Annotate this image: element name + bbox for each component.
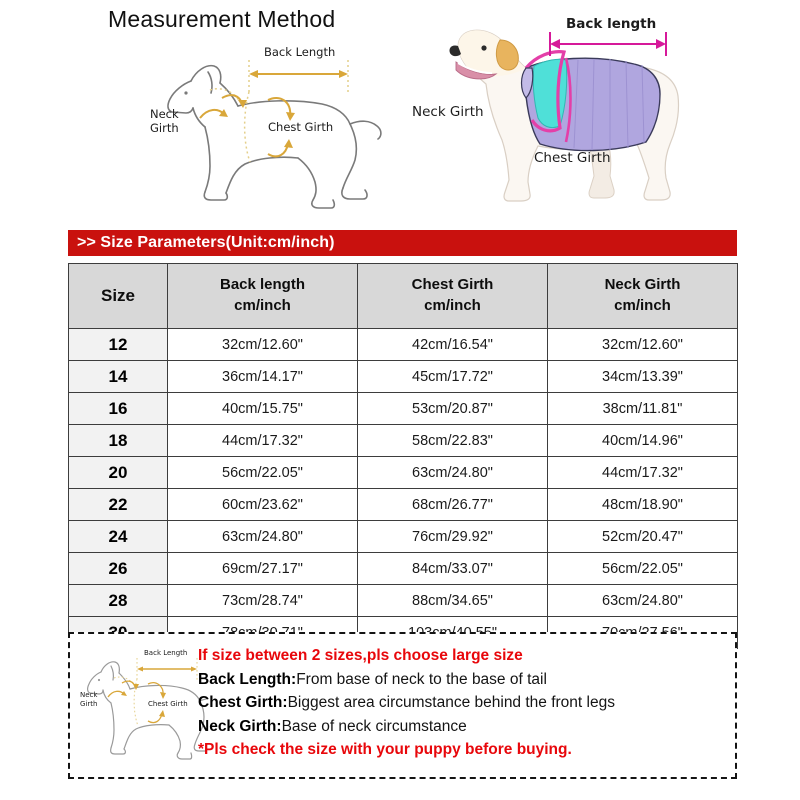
row-size-value: 22	[69, 489, 168, 521]
note-chest-girth	[198, 691, 730, 715]
size-notes-panel	[68, 632, 737, 779]
row-chest-girth-value: 68cm/26.77"	[358, 489, 548, 521]
row-neck-girth-value: 44cm/17.32"	[548, 457, 738, 489]
measurement-diagrams-section	[0, 0, 800, 218]
photo-neck-girth-label: Neck Girth	[412, 104, 484, 120]
table-row	[69, 329, 738, 361]
row-chest-girth-value: 63cm/24.80"	[358, 457, 548, 489]
row-neck-girth-value: 48cm/18.90"	[548, 489, 738, 521]
row-size-value: 16	[69, 393, 168, 425]
lineart-chest-girth-label: Chest Girth	[268, 120, 334, 134]
column-header-neck-girth-main: Neck Girth	[604, 276, 681, 294]
column-header-back-length-unit: cm/inch	[234, 297, 291, 314]
table-header-row	[69, 264, 738, 329]
column-header-chest-girth-unit: cm/inch	[424, 297, 481, 314]
column-header-neck-girth	[548, 264, 738, 329]
table-row	[69, 585, 738, 617]
thumb-neck-girth-label-line2: Girth	[80, 700, 98, 708]
row-size-value: 14	[69, 361, 168, 393]
lineart-neck-girth-label-line2: Girth	[150, 121, 179, 135]
row-chest-girth-value: 58cm/22.83"	[358, 425, 548, 457]
thumb-chest-girth-label: Chest Girth	[148, 700, 188, 708]
row-neck-girth-value: 32cm/12.60"	[548, 329, 738, 361]
row-neck-girth-value: 40cm/14.96"	[548, 425, 738, 457]
row-neck-girth-value: 34cm/13.39"	[548, 361, 738, 393]
row-neck-girth-value: 56cm/22.05"	[548, 553, 738, 585]
row-neck-girth-value: 38cm/11.81"	[548, 393, 738, 425]
row-size-value: 24	[69, 521, 168, 553]
lineart-neck-girth-label-line1: Neck	[150, 107, 179, 121]
photo-back-length-label: Back length	[566, 16, 657, 32]
thumb-neck-girth-label-line1: Neck	[80, 691, 98, 699]
row-size-value: 18	[69, 425, 168, 457]
size-notes-text	[198, 644, 730, 762]
note-chest-girth-desc: Biggest area circumstance behind the front legs	[287, 694, 615, 711]
column-header-chest-girth-main: Chest Girth	[411, 276, 494, 294]
row-back-length-value: 69cm/27.17"	[168, 553, 358, 585]
table-row	[69, 361, 738, 393]
note-chest-girth-lead: Chest Girth:	[198, 694, 288, 711]
dog-wearing-coat-diagram	[408, 10, 748, 218]
note-back-length-lead: Back Length:	[198, 670, 297, 688]
row-back-length-value: 56cm/22.05"	[168, 457, 358, 489]
row-back-length-value: 73cm/28.74"	[168, 585, 358, 617]
row-back-length-value: 63cm/24.80"	[168, 521, 358, 553]
row-back-length-value: 60cm/23.62"	[168, 489, 358, 521]
column-header-size: Size	[69, 264, 168, 329]
row-chest-girth-value: 45cm/17.72"	[358, 361, 548, 393]
row-size-value: 12	[69, 329, 168, 361]
row-back-length-value: 32cm/12.60"	[168, 329, 358, 361]
column-header-chest-girth	[358, 264, 548, 329]
column-header-back-length-main: Back length	[219, 276, 306, 294]
row-back-length-value: 40cm/15.75"	[168, 393, 358, 425]
row-neck-girth-value: 63cm/24.80"	[548, 585, 738, 617]
table-row	[69, 521, 738, 553]
note-back-length-desc: From base of neck to the base of tail	[296, 670, 547, 688]
row-chest-girth-value: 42cm/16.54"	[358, 329, 548, 361]
column-header-neck-girth-unit: cm/inch	[614, 297, 671, 314]
dog-measurement-lineart-diagram	[150, 42, 400, 212]
note-back-length	[198, 668, 730, 692]
row-back-length-value: 44cm/17.32"	[168, 425, 358, 457]
table-row	[69, 489, 738, 521]
row-chest-girth-value: 84cm/33.07"	[358, 553, 548, 585]
page-title: Measurement Method	[108, 6, 336, 32]
note-choose-large-size: If size between 2 sizes,pls choose large size	[198, 647, 523, 664]
photo-chest-girth-label: Chest Girth	[534, 150, 611, 166]
size-parameters-banner: >> Size Parameters(Unit:cm/inch)	[68, 230, 737, 256]
row-chest-girth-value: 88cm/34.65"	[358, 585, 548, 617]
table-row	[69, 457, 738, 489]
lineart-back-length-label: Back Length	[264, 45, 336, 59]
size-parameters-table	[68, 263, 738, 649]
row-back-length-value: 36cm/14.17"	[168, 361, 358, 393]
note-neck-girth	[198, 715, 730, 739]
row-chest-girth-value: 53cm/20.87"	[358, 393, 548, 425]
row-size-value: 28	[69, 585, 168, 617]
dog-measurement-thumbnail	[80, 644, 206, 766]
thumb-back-length-label: Back Length	[144, 649, 188, 657]
table-row	[69, 425, 738, 457]
table-row	[69, 553, 738, 585]
table-row	[69, 393, 738, 425]
note-neck-girth-lead: Neck Girth:	[198, 717, 282, 735]
note-neck-girth-desc: Base of neck circumstance	[281, 717, 467, 735]
column-header-back-length	[168, 264, 358, 329]
row-chest-girth-value: 76cm/29.92"	[358, 521, 548, 553]
row-size-value: 26	[69, 553, 168, 585]
note-check-size-warning: *Pls check the size with your puppy before buying.	[198, 741, 572, 758]
row-neck-girth-value: 52cm/20.47"	[548, 521, 738, 553]
row-size-value: 20	[69, 457, 168, 489]
